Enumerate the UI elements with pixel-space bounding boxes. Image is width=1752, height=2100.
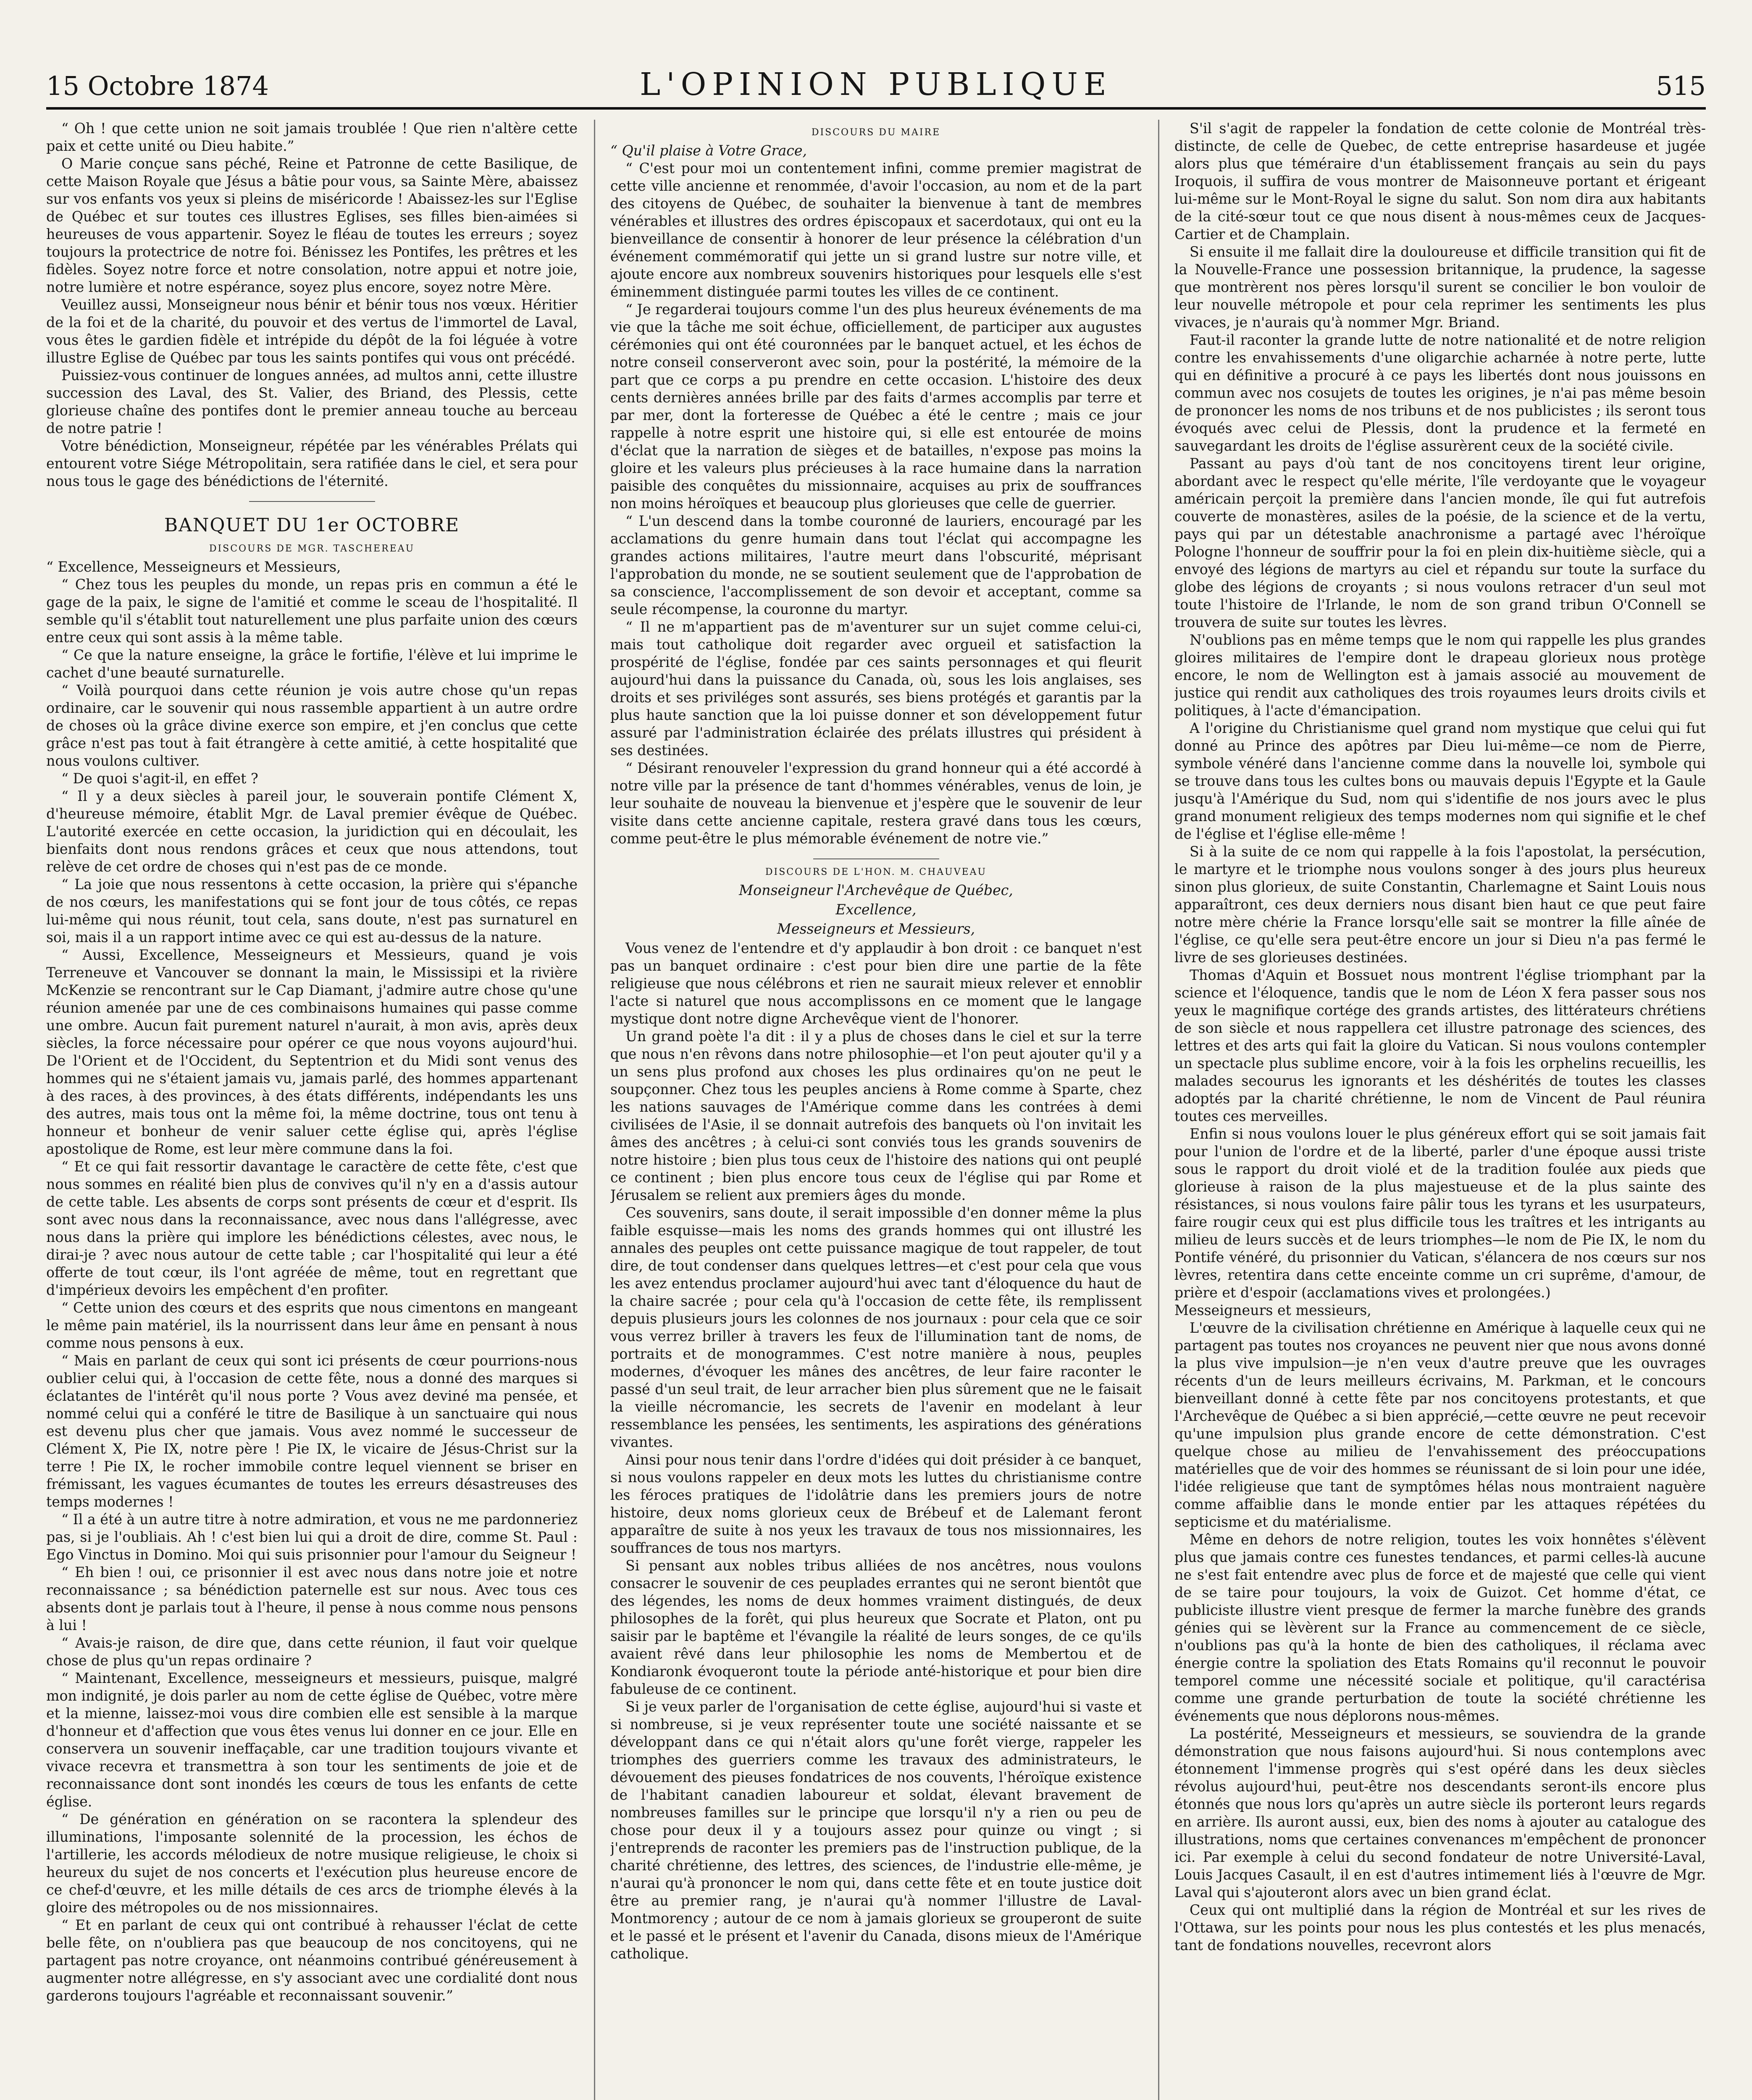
salutation: Monseigneur l'Archevêque de Québec, [739, 882, 1013, 898]
salutation: “ Qu'il plaise à Votre Grace, [610, 142, 807, 159]
paragraph: “ Il a été à un autre titre à notre admiration, et vous ne me pardonneriez pas, si je l'oubliais. Ah ! c'est bien lui qui a droit de dire, comme St. Paul : Ego Vinctus in Domino. Moi qui suis prisonnier pour l'amour du Seigneur ! [46, 1511, 578, 1563]
paragraph: “ Cette union des cœurs et des esprits que nous cimentons en mangeant le même pain matériel, ils la nourrissent dans leur âme en pensant à nous comme nous pensons à eux. [46, 1299, 578, 1351]
paragraph: “ Je regarderai toujours comme l'un des plus heureux événements de ma vie que la tâche me soit échue, officiellement, de participer aux augustes cérémonies qui ont été couronnées par le banquet actuel, et les échos de notre conseil conserveront avec soin, pour la postérité, la mémoire de la part que ce corps a pu prendre en cette occasion. L'histoire des deux cents dernières années brille par des faits d'armes accomplis par terre et par mer, dont la forteresse de Québec a été le centre ; mais ce jour rappelle à notre esprit une histoire qui, si elle est entourée de moins d'éclat que la narration de sièges et de batailles, n'expose pas moins la gloire et les valeurs plus précieuses à la race humaine dans la narration paisible des conquêtes du missionnaire, acquises au prix de souffrances non moins héroïques et beaucoup plus glorieuses que celle de guerrier. [610, 301, 1142, 512]
paragraph: “ Et en parlant de ceux qui ont contribué à rehausser l'éclat de cette belle fête, on n'oubliera pas que beaucoup de nos concitoyens, qui ne partagent pas notre croyance, ont néanmoins contribué généreusement à augmenter notre allégresse, en s'y associant avec une cordialité dont nous garderons toujours l'agréable et reconnaissant souvenir.” [46, 1917, 578, 2004]
paragraph: Ces souvenirs, sans doute, il serait impossible d'en donner même la plus faible esquisse—mais les noms des grands hommes qui ont illustré les annales des peuples ont cette puissance magique de tout rappeler, de tout dire, de tout condenser dans quelques lettres—et c'est pour cela que vous les avez entendus proclamer aujourd'hui avec tant d'éloquence du haut de la chaire sacrée ; pour cela qu'à l'occasion de cette fête, ils remplissent depuis plusieurs jours les colonnes de nos journaux : pour cela que ce soir vous verrez briller à travers les feux de l'illumination tant de noms, de portraits et de monogrammes. C'est notre manière à nous, peuples modernes, d'évoquer les mânes des ancêtres, de leur faire raconter le passé d'un seul trait, de leur arracher bien plus sûrement que ne le faisait la vieille nécromancie, les secrets de l'avenir en modelant à leur ressemblance les pensées, les sentiments, les aspirations des générations vivantes. [610, 1205, 1142, 1450]
paragraph: N'oublions pas en même temps que le nom qui rappelle les plus grandes gloires militaires de l'empire dont le drapeau glorieux nous protège encore, le nom de Wellington est à jamais associé au mouvement de justice qui rendit aux catholiques des trois royaumes leurs droits civils et politiques, à l'acte d'émancipation. [1174, 632, 1706, 719]
paragraph: Si ensuite il me fallait dire la douloureuse et difficile transition qui fit de la Nouvelle-France une possession britannique, la prudence, la sagesse que montrèrent nos pères lorsqu'il surent se concilier le bon vouloir de leur nouvelle métropole et pour cela reprimer les sentiments les plus vivaces, je n'aurais qu'à nommer Mgr. Briand. [1174, 244, 1706, 331]
paragraph: “ Et ce qui fait ressortir davantage le caractère de cette fête, c'est que nous sommes en réalité bien plus de convives qu'il n'y en a d'assis autour de cette table. Les absents de corps sont présents de cœur et d'esprit. Ils sont avec nous dans la reconnaissance, avec nous dans l'allégresse, avec nous dans la prière qui implore les bénédictions célestes, avec nous, le dirai-je ? avec nous autour de cette table ; car l'hospitalité qui leur a été offerte de tout cœur, ils l'ont agréée de même, tout en regrettant que d'impérieux devoirs les empêchent d'en profiter. [46, 1158, 578, 1298]
paragraph: “ De génération en génération on se racontera la splendeur des illuminations, l'imposante solennité de la procession, les échos de l'artillerie, les accords mélodieux de notre musique religieuse, le choix si heureux du sujet de nos concerts et l'exécution plus heureuse encore de ce chef-d'œuvre, et les mille détails de ces arcs de triomphe élevés à la gloire des métropoles ou de nos missionnaires. [46, 1811, 578, 1916]
masthead [46, 17, 1706, 110]
section-separator [249, 501, 375, 502]
paragraph: L'œuvre de la civilisation chrétienne en Amérique à laquelle ceux qui ne partagent pas toutes nos croyances ne peuvent nier que nous avons donné la plus vive impulsion—je n'en veux d'autre preuve que les ouvrages récents d'un de leurs meilleurs écrivains, M. Parkman, et le concours bienveillant donné à cette fête par nos concitoyens protestants, et que l'Archevêque de Québec a si bien apprécié,—cette œuvre ne peut recevoir qu'une impulsion plus grande encore de cette démonstration. C'est quelque chose au milieu de l'envahissement des préoccupations matérielles que de voir des hommes se réunissant de si loin pour une idée, l'idée religieuse que tant de symptômes hélas nous montraient naguère comme affaiblie dans le monde entier par les attaques répétées du septicisme et du matérialisme. [1174, 1320, 1706, 1530]
paragraph: Votre bénédiction, Monseigneur, répétée par les vénérables Prélats qui entourent votre Siége Métropolitain, sera ratifiée dans le ciel, et sera pour nous tous le gage des bénédictions de l'éternité. [46, 438, 578, 489]
paragraph: Si à la suite de ce nom qui rappelle à la fois l'apostolat, la persécution, le martyre et le triomphe nous voulons songer à des jours plus heureux sinon plus glorieux, de suite Constantin, Charlemagne et Saint Louis nous apparaîtront, ces deux derniers nous disant bien haut ce que peut faire notre mère chérie la France lorsqu'elle sait se montrer la fille aînée de l'église, ce qu'elle sera peut-être encore un jour si Dieu n'a pas fermé le livre de ses glorieuses destinées. [1174, 843, 1706, 966]
section-subheading: DISCOURS DU MAIRE [811, 127, 941, 138]
paragraph: “ C'est pour moi un contentement infini, comme premier magistrat de cette ville ancienne et renommée, d'avoir l'occasion, au nom et de la part des citoyens de Québec, de souhaiter la bienvenue à tant de membres vénérables et illustres des ordres épiscopaux et sacerdotaux, qui ont eu la bienveillance de consentir à honorer de leur présence la célébration d'un événement commémoratif qui jette un si grand lustre sur notre ville, et ajoute encore aux nombreux souvenirs historiques pour lesquels elle s'est éminemment distinguée parmi toutes les villes de ce continent. [610, 160, 1142, 300]
paragraph: “ Désirant renouveler l'expression du grand honneur qui a été accordé à notre ville par la présence de tant d'hommes vénérables, venus de loin, je leur souhaite de nouveau la bienvenue et j'espère que le souvenir de leur visite dans cette ancienne capitale, restera gravé dans tous les cœurs, comme peut-être le plus mémorable événement de notre vie.” [610, 760, 1142, 847]
paragraph: “ Mais en parlant de ceux qui sont ici présents de cœur pourrions-nous oublier celui qui, à l'occasion de cette fête, nous a donné des marques si éclatantes de l'intérêt qu'il nous porte ? Vous avez deviné ma pensée, et nommé celui qui a conféré le titre de Basilique à un sanctuaire qui nous est devenu plus cher que jamais. Vous avez nommé le successeur de Clément X, Pie IX, notre père ! Pie IX, le vicaire de Jésus-Christ sur la terre ! Pie IX, le rocher immobile contre lequel viennent se briser en frémissant, les vagues écumantes de toutes les erreurs désastreuses des temps modernes ! [46, 1352, 578, 1510]
column-2 [610, 120, 1142, 2100]
section-separator [813, 858, 939, 859]
paragraph: La postérité, Messeigneurs et messieurs, se souviendra de la grande démonstration que nous faisons aujourd'hui. Si nous contemplons avec étonnement l'immense progrès qui s'est opéré dans les deux siècles révolus aujourd'hui, peut-être nos descendants seront-ils encore plus étonnés que nous lors qu'après un autre siècle ils porteront leurs regards en arrière. Ils auront aussi, eux, bien des noms à ajouter au catalogue des illustrations, noms que certaines convenances m'empêchent de prononcer ici. Par exemple à celui du second fondateur de notre Université-Laval, Louis Jacques Casault, il en est d'autres intimement liés à l'œuvre de Mgr. Laval qui s'ajouteront alors avec un bien grand éclat. [1174, 1725, 1706, 1900]
paragraph: Passant au pays d'où tant de nos concitoyens tirent leur origine, abordant avec le respect qu'elle mérite, l'île verdoyante que le voyageur américain perçoit la première dans l'ancien monde, île qui fut autrefois couverte de monastères, asiles de la poésie, de la science et de la vertu, pays qui par un détestable anachronisme a partagé avec l'héroïque Pologne l'honneur de souffrir pour la foi en plein dix-huitième siècle, qui a envoyé des légions de martyrs au ciel et répandu sur toute la surface du globe des légions de croyants ; si nous voulons retracer d'un seul mot toute l'histoire de l'Irlande, le nom de son grand tribun O'Connell se trouvera de suite sur toutes les lèvres. [1174, 455, 1706, 630]
paragraph: “ L'un descend dans la tombe couronné de lauriers, encouragé par les acclamations du genre humain dans tout l'éclat qui accompagne les grandes actions militaires, l'autre meurt dans l'obscurité, méprisant l'approbation du monde, ne se soutient seulement que de l'approbation de sa conscience, l'accomplissement de son devoir et acceptant, comme sa seule récompense, la couronne du martyr. [610, 513, 1142, 617]
newspaper-title: L'OPINION PUBLIQUE [640, 66, 1112, 102]
paragraph: Même en dehors de notre religion, toutes les voix honnêtes s'élèvent plus que jamais contre ces funestes tendances, et parmi celles-là aucune ne s'est fait entendre avec plus de force et de majesté que celle qui vient de se taire pour toujours, la voix de Guizot. Cet homme d'état, ce publiciste illustre vient presque de fermer la marche funèbre des grands génies qui se lèvèrent sur la France au commencement de ce siècle, n'oublions pas qu'à la honte de bien des catholiques, il réclama avec énergie contre la spoliation des Etats Romains qu'il reconnut le pouvoir temporel comme une nécessité sociale et politique, qu'il caractérisa comme une grande perturbation de toute la société chrétienne les événements que nous déplorons nous-mêmes. [1174, 1531, 1706, 1724]
paragraph: “ Eh bien ! oui, ce prisonnier il est avec nous dans notre joie et notre reconnaissance ; sa bénédiction paternelle est sur nous. Avec tous ces absents dont je parlais tout à l'heure, il pense à nous comme nous pensons à lui ! [46, 1564, 578, 1633]
paragraph: “ Oh ! que cette union ne soit jamais troublée ! Que rien n'altère cette paix et cette unité ou Dieu habite.” [46, 120, 578, 154]
column-rule [1158, 120, 1159, 2100]
page-number: 515 [1656, 71, 1706, 101]
paragraph: “ Il ne m'appartient pas de m'aventurer sur un sujet comme celui-ci, mais tout catholique doit regarder avec orgueil et satisfaction la prospérité de l'église, fondée par ces saints personnages et qui fleurit aujourd'hui dans la puissance du Canada, où, sous les lois anglaises, ses droits et ses priviléges sont assurés, ses biens protégés et garantis par la plus haute sanction que la loi puisse donner et son développement futur assuré par l'administration éclairée des prélats illustres qui président à ses destinées. [610, 619, 1142, 759]
salutation: Excellence, [835, 901, 917, 918]
paragraph: “ La joie que nous ressentons à cette occasion, la prière qui s'épanche de nos cœurs, les manifestations qui se font jour de tous côtés, ce repas lui-même qui nous réunit, tout cela, sans doute, n'est pas surnaturel en soi, mais il a un rapport intime avec ce qui est au-dessus de la nature. [46, 876, 578, 945]
paragraph: Ainsi pour nous tenir dans l'ordre d'idées qui doit présider à ce banquet, si nous voulons rappeler en deux mots les luttes du christianisme contre les féroces pratiques de l'idolâtrie dans les premiers jours de notre histoire, deux noms glorieux ceux de Brébeuf et de Lalemant feront apparaître de suite à nos yeux les travaux de tous nos missionnaires, les souffrances de tous nos martyrs. [610, 1452, 1142, 1556]
paragraph: Si pensant aux nobles tribus alliées de nos ancêtres, nous voulons consacrer le souvenir de ces peuplades errantes qui ne seront bientôt que des légendes, les noms de deux hommes vraiment distingués, de deux philosophes de la forêt, qui plus heureux que Socrate et Platon, ont pu saisir par le baptême et l'évangile la réalité de leurs songes, de ce qu'ils avaient rêvé dans leur philosophie les noms de Membertou et de Kondiaronk évoqueront toute la période anté-historique et pour bien dire fabuleuse de ce continent. [610, 1557, 1142, 1697]
paragraph: Si je veux parler de l'organisation de cette église, aujourd'hui si vaste et si nombreuse, si je veux représenter toute une société naissante et se développant dans ce qui n'était alors qu'une forêt vierge, rappeler les triomphes des guerriers comme les travaux des administrateurs, le dévouement des pieuses fondatrices de nos couvents, l'héroïque existence de l'habitant canadien laboureur et soldat, élevant bravement de nombreuses familles sur le principe que lorsqu'il n'y a rien ou peu de chose pour deux il y a toujours assez pour quinze ou vingt ; si j'entreprends de raconter les premiers pas de l'instruction publique, de la charité chrétienne, des lettres, des sciences, de l'industrie elle-même, je n'aurai qu'à prononcer le nom qui, dans cette fête et en toute justice doit être au premier rang, je n'aurai qu'à nommer l'illustre de Laval-Montmorency ; autour de ce nom à jamais glorieux se grouperont de suite et le passé et le présent et l'avenir du Canada, disons mieux de l'Amérique catholique. [610, 1698, 1142, 1962]
paragraph: Veuillez aussi, Monseigneur nous bénir et bénir tous nos vœux. Héritier de la foi et de la charité, du pouvoir et des vertus de l'immortel de Laval, vous êtes le gardien fidèle et intrépide du dépôt de la foi léguée à votre illustre Eglise de Québec par tous les saints pontifes qui vous ont précédé. [46, 297, 578, 366]
paragraph: “ Voilà pourquoi dans cette réunion je vois autre chose qu'un repas ordinaire, car le souvenir qui nous rassemble appartient à un autre ordre de choses où la grâce divine exerce son empire, et j'en conclus que cette grâce n'est pas tout à fait étrangère à cette amitié, à cette hospitalité que nous voulons cultiver. [46, 682, 578, 769]
column-rule [594, 120, 595, 2100]
paragraph: “ Maintenant, Excellence, messeigneurs et messieurs, puisque, malgré mon indignité, je dois parler au nom de cette église de Québec, votre mère et la mienne, laissez-moi vous dire combien elle est sensible à la marque d'honneur et d'affection que vous êtes venus lui donner en ce jour. Elle en conservera un souvenir ineffaçable, car une tradition toujours vivante et vivace recevra et transmettra à son tour les sentiments de joie et de reconnaissance dont sont inondés les cœurs de tous les enfants de cette église. [46, 1670, 578, 1810]
paragraph: “ De quoi s'agit-il, en effet ? [61, 770, 258, 787]
salutation: “ Excellence, Messeigneurs et Messieurs, [46, 559, 341, 575]
column-3 [1174, 120, 1706, 2100]
paragraph: Vous venez de l'entendre et d'y applaudir à bon droit : ce banquet n'est pas un banquet ordinaire : c'est pour bien dire une partie de la fête religieuse que nous célébrons et rien ne saurait mieux relever et ennoblir l'acte si naturel que nous accomplissons en ce moment que le langage mystique dont notre digne Archevêque vient de l'honorer. [610, 940, 1142, 1027]
paragraph: “ Chez tous les peuples du monde, un repas pris en commun a été le gage de la paix, le signe de l'amitié et comme le sceau de l'hospitalité. Il semble qu'il s'établit tout naturellement une plus parfaite union des cœurs entre ceux qui sont assis à la même table. [46, 576, 578, 646]
salutation: Messeigneurs et messieurs, [1174, 1302, 1371, 1318]
paragraph: S'il s'agit de rappeler la fondation de cette colonie de Montréal très-distincte, de celle de Quebec, de cette entreprise hasardeuse et jugée alors plus que téméraire d'un établissement français au sein du pays Iroquois, il suffira de vous montrer de Maisonneuve portant et érigeant lui-même sur le Mont-Royal le signe du salut. Son nom dira aux habitants de la cité-sœur tout ce que nous disent à nous-mêmes ceux de Jacques-Cartier et de Champlain. [1174, 120, 1706, 242]
section-heading: BANQUET DU 1er OCTOBRE [164, 514, 460, 536]
paragraph: Ceux qui ont multiplié dans la région de Montréal et sur les rives de l'Ottawa, sur les points pour nous les plus contestés et les plus menacés, tant de fondations nouvelles, recevront alors [1174, 1902, 1706, 1953]
paragraph: A l'origine du Christianisme quel grand nom mystique que celui qui fut donné au Prince des apôtres par Dieu lui-même—ce nom de Pierre, symbole vénéré dans l'ancienne comme dans la nouvelle loi, symbole qui se trouve dans tous les cultes bons ou mauvais depuis l'Egypte et la Gaule jusqu'à l'Amérique du Sud, nom qui s'identifie de nos jours avec le plus grand monument religieux des temps modernes nom qui signifie et le chef de l'église et l'église elle-même ! [1174, 720, 1706, 842]
paragraph: “ Aussi, Excellence, Messeigneurs et Messieurs, quand je vois Terreneuve et Vancouver se donnant la main, le Mississipi et la rivière McKenzie se rencontrant sur le Cap Diamant, j'admire autre chose qu'une réunion amenée par une de ces combinaisons humaines qui passe comme une ombre. Aucun fait purement naturel n'aurait, à mon avis, après deux siècles, la force nécessaire pour opérer ce que nous voyons aujourd'hui. De l'Orient et de l'Occident, du Septentrion et du Midi sont venus des hommes qui ne s'étaient jamais vu, jamais parlé, des hommes appartenant à des races, à des provinces, à des états différents, indépendants les uns des autres, mais tous ont la même foi, la même doctrine, tous ont tenu à honneur et bonheur de venir saluer cette église qui, après l'église apostolique de Rome, est leur mère commune dans la foi. [46, 947, 578, 1157]
paragraph: “ Il y a deux siècles à pareil jour, le souverain pontife Clément X, d'heureuse mémoire, établit Mgr. de Laval premier évêque de Québec. L'autorité exercée en cette occasion, la juridiction qui en découlait, les bienfaits dont nous rendons grâces et ceux que nous attendons, tout relève de cet ordre de choses qui n'est pas de ce monde. [46, 788, 578, 875]
issue-date: 15 Octobre 1874 [46, 71, 269, 101]
section-subheading: DISCOURS DE MGR. TASCHEREAU [209, 543, 415, 554]
paragraph: “ Avais-je raison, de dire que, dans cette réunion, il faut voir quelque chose de plus qu'un repas ordinaire ? [46, 1635, 578, 1669]
paragraph: Thomas d'Aquin et Bossuet nous montrent l'église triomphant par la science et l'éloquence, tandis que le nom de Léon X fera passer sous nos yeux le magnifique cortége des grands artistes, des littérateurs chrétiens de son siècle et nous rappellera cet illustre patronage des sciences, des lettres et des arts qui fait la gloire du Vatican. Si nous voulons contempler un spectacle plus sublime encore, voir à la fois les orphelins recueillis, les malades secourus les ignorants et les déshérités de toutes les classes adoptés par la charité chrétienne, le nom de Vincent de Paul réunira toutes ces merveilles. [1174, 967, 1706, 1124]
column-1 [46, 120, 578, 2100]
paragraph: Enfin si nous voulons louer le plus généreux effort qui se soit jamais fait pour l'union de l'ordre et de la liberté, parler d'une époque aussi triste sous le rapport du droit violé et de la tradition foulée aux pieds que glorieuse à raison de la plus majestueuse et de la plus sainte des résistances, si nous voulons faire pâlir tous les tyrans et les usurpateurs, faire rougir ceux qui est plus difficile tous les traîtres et les intrigants au milieu de leurs succès et de leurs triomphes—le nom de Pie IX, le nom du Pontife vénéré, du prisonnier du Vatican, s'élancera de nos cœurs sur nos lèvres, retentira dans cette enceinte comme un cri suprême, d'amour, de prière et d'espoir (acclamations vives et prolongées.) [1174, 1126, 1706, 1301]
paragraph: Un grand poète l'a dit : il y a plus de choses dans le ciel et sur la terre que nous n'en rêvons dans notre philosophie—et l'on peut ajouter qu'il y a un sens plus profond aux choses les plus ordinaires qu'on ne peut le soupçonner. Chez tous les peuples anciens à Rome comme à Sparte, chez les nations sauvages de l'Amérique comme dans les contrées à demi civilisées de l'Asie, il se donnait autrefois des banquets où l'on invitait les âmes des ancêtres ; à celui-ci sont conviés tous les grands souvenirs de notre histoire ; bien plus tous ceux de l'histoire des nations qui ont peuplé ce continent ; bien plus encore tous ceux de l'église qui par Rome et Jérusalem se relient aux premiers âges du monde. [610, 1028, 1142, 1203]
paragraph: “ Ce que la nature enseigne, la grâce le fortifie, l'élève et lui imprime le cachet d'une beauté surnaturelle. [46, 647, 578, 681]
paragraph: O Marie conçue sans péché, Reine et Patronne de cette Basilique, de cette Maison Royale que Jésus a bâtie pour vous, sa Sainte Mère, abaissez sur vos enfants vos yeux si pleins de miséricorde ! Abaissez-les sur l'Eglise de Québec et sur toutes ces illustres Eglises, ses filles bien-aimées si heureuses de vous appartenir. Soyez le fléau de toutes les erreurs ; soyez toujours la protectrice de notre foi. Bénissez les Pontifes, les prêtres et les fidèles. Soyez notre force et notre consolation, notre appui et notre joie, notre lumière et notre espérance, soyez plus encore, soyez notre Mère. [46, 155, 578, 295]
paragraph: Faut-il raconter la grande lutte de notre nationalité et de notre religion contre les envahissements d'une oligarchie acharnée à notre perte, lutte qui en définitive a procuré à ce pays les libertés dont nous jouissons en commun avec nos cosujets de toutes les origines, je n'ai pas même besoin de prononcer les noms de nos tribuns et de nos publicistes ; ils seront tous évoqués avec celui de Plessis, dont la prudence et la fermeté en sauvegardant les droits de l'église assurèrent ceux de la société civile. [1174, 332, 1706, 454]
salutation: Messeigneurs et Messieurs, [777, 921, 975, 937]
paragraph: Puissiez-vous continuer de longues années, ad multos anni, cette illustre succession des Laval, des St. Valier, des Briand, des Plessis, cette glorieuse chaîne des pontifes dont le premier anneau touche au berceau de notre patrie ! [46, 367, 578, 436]
section-subheading: DISCOURS DE L'HON. M. CHAUVEAU [765, 867, 987, 877]
